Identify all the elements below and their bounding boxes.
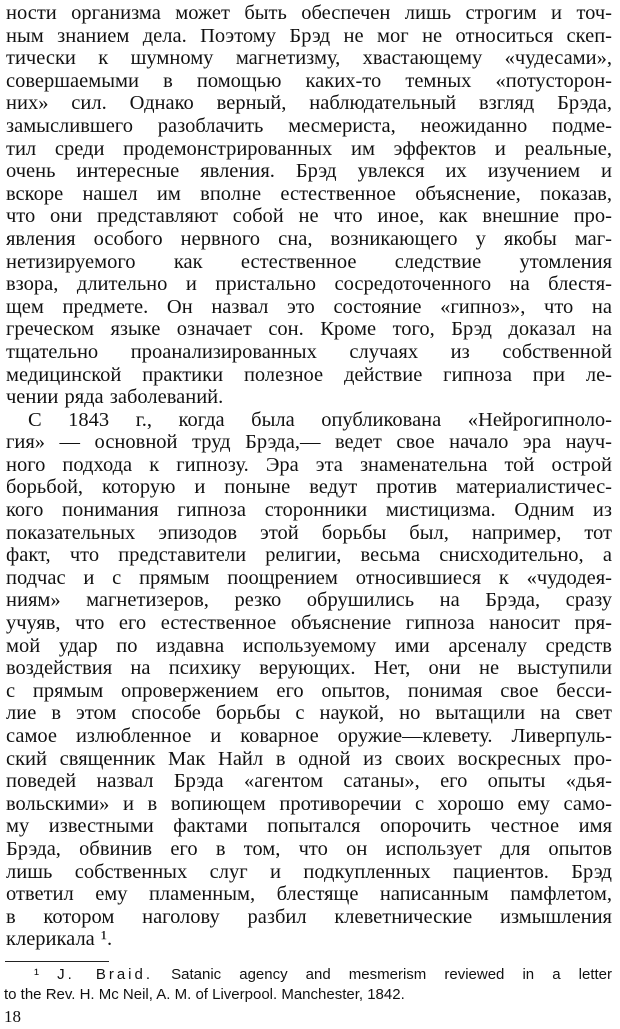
text-line: греческом языке означает сон. Кроме того, Брэд доказал на	[6, 318, 612, 341]
text-line: ного подхода к гипнозу. Эра эта знаменательна той острой	[6, 453, 612, 476]
text-line: медицинской практики полезное действие гипноза при ле-	[6, 363, 612, 386]
text-line: тщательно проанализированных случаях из собственной	[6, 340, 612, 363]
text-line: взора, длительно и пристально сосредоточенного на блестя-	[6, 273, 612, 296]
text-line: борьбой, которую и поныне ведут против материалистичес-	[6, 476, 612, 499]
text-line: ности организма может быть обеспечен лишь строгим и точ-	[6, 2, 612, 24]
text-line: му известными фактами попытался опорочить честное имя	[6, 815, 612, 838]
page-number: 18	[4, 1007, 21, 1026]
text-line: лие в этом способе борьбы с наукой, но вытащили на свет	[6, 702, 612, 725]
footnote-line	[4, 965, 612, 985]
text-line: вскоре нашел им вполне естественное объяснение, показав,	[6, 182, 612, 205]
text-line: что они представляют собой не что иное, как внешние про-	[6, 205, 612, 228]
text-line: них» сил. Однако верный, наблюдательный взгляд Брэда,	[6, 92, 612, 115]
text-line: самое излюбленное и коварное оружие—клевету. Ливерпуль-	[6, 725, 612, 747]
text-line: чении ряда заболеваний.	[6, 386, 224, 409]
text-line: щем предмете. Он назвал это состояние «гипноз», что на	[6, 295, 612, 318]
text-line: поведей назвал Брэда «агентом сатаны», его опыты «дья-	[6, 770, 612, 793]
text-line: клерикала ¹.	[6, 928, 113, 951]
text-line: с прямым опровержением его опытов, понимая свое бесси-	[6, 679, 612, 702]
footnote-title: Satanic agency and mesmerism reviewed in a letter	[171, 966, 613, 983]
text-line: учуяв, что его естественное объяснение гипноза наносит пря-	[6, 612, 612, 635]
text-line: вольскими» и в вопиющем противоречии с хорошо ему само-	[6, 792, 612, 815]
text-line: показательных эпизодов этой борьбы был, например, тот	[6, 521, 612, 544]
text-line: явления особого нервного сна, возникающего у якобы маг-	[6, 227, 612, 250]
text-line: в котором наголову разбил клеветнические измышления	[6, 905, 612, 928]
body-text	[6, 2, 612, 951]
text-line: лишь собственных слуг и подкупленных пациентов. Брэд	[6, 860, 612, 883]
text-line: ниям» магнетизеров, резко обрушились на Брэда, сразу	[6, 589, 612, 612]
text-line: тически к шумному магнетизму, хвастающему «чудесами»,	[6, 47, 612, 70]
text-line: С 1843 г., когда была опубликована «Нейрогипноло-	[28, 408, 612, 431]
text-line: нетизируемого как естественное следствие утомления	[6, 250, 612, 273]
text-line: тил среди продемонстрированных им эффектов и реальные,	[6, 137, 612, 160]
footnote-mark: ¹	[34, 966, 39, 983]
footnote-divider	[5, 961, 109, 962]
text-line: ным знанием дела. Поэтому Брэд не мог не относиться скеп-	[6, 24, 612, 47]
text-line: воздействия на психику верующих. Нет, они не выступили	[6, 657, 612, 680]
text-line: очень интересные явления. Брэд увлекся их изучением и	[6, 160, 612, 183]
text-line: ский священник Мак Найл в одной из своих воскресных про-	[6, 747, 612, 770]
text-line: кого понимания гипноза сторонники мистицизма. Одним из	[6, 499, 612, 522]
text-line: подчас и с прямым поощрением относившиеся к «чудодея-	[6, 566, 612, 589]
footnote-line: to the Rev. H. Mc Neil, A. M. of Liverpool. Manchester, 1842.	[4, 986, 405, 1003]
text-line: мой удар по издавна используемому ими арсеналу средств	[6, 634, 612, 657]
text-line: ответил ему пламенным, блестяще написанным памфлетом,	[6, 883, 612, 906]
footnote-author: J. Braid.	[57, 966, 154, 983]
text-line: факт, что представители религии, весьма снисходительно, а	[6, 544, 612, 567]
text-line: совершаемыми в помощью каких-то темных «потусторон-	[6, 69, 612, 92]
text-line: замыслившего разоблачить месмериста, неожиданно подме-	[6, 114, 612, 137]
footnote	[4, 965, 612, 1005]
text-line: Брэда, обвинив его в том, что он использует для опытов	[6, 837, 612, 860]
text-line: гия» — основной труд Брэда,— ведет свое начало эра науч-	[6, 431, 612, 454]
